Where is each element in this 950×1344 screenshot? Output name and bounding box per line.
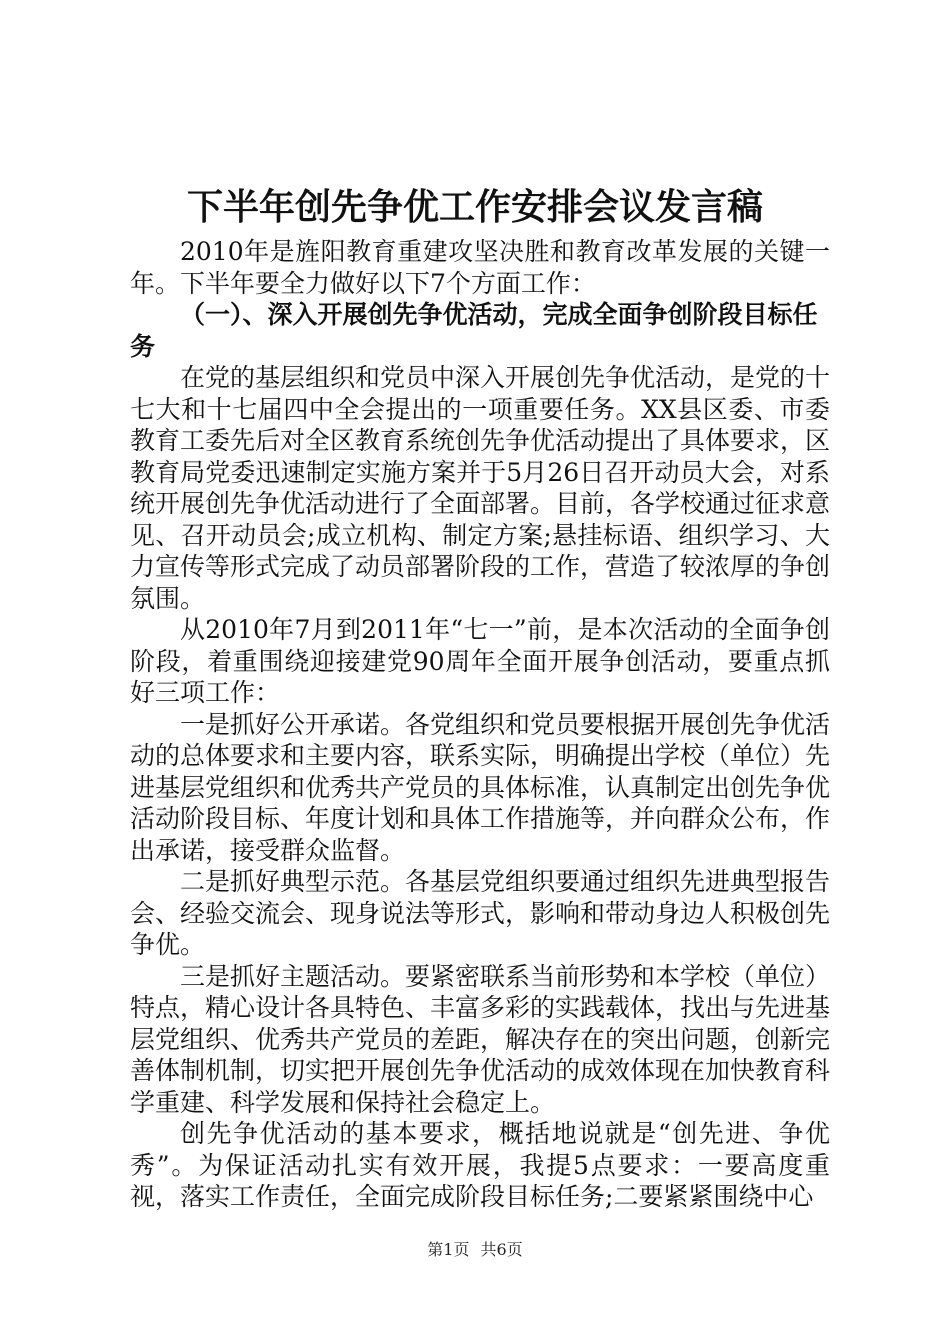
document-title: 下半年创先争优工作安排会议发言稿 xyxy=(186,187,763,228)
body-paragraph: 一是抓好公开承诺。各党组织和党员要根据开展创先争优活动的总体要求和主要内容，联系实际，明确提出学校（单位）先进基层党组织和优秀共产党员的具体标准，认真制定出创先争优活动阶段目标、年度计划和具体工作措施等，并向群众公布，作出承诺，接受群众监督。 xyxy=(130,709,831,865)
page-total: 共6页 xyxy=(480,1240,523,1259)
body-paragraph: 从2010年7月到2011年“七一”前，是本次活动的全面争创阶段，着重围绕迎接建党90周年全面开展争创活动，要重点抓好三项工作： xyxy=(130,615,830,707)
intro-paragraph: 2010年是旌阳教育重建攻坚决胜和教育改革发展的关键一年。下半年要全力做好以下7个方面工作： xyxy=(130,237,830,298)
body-paragraph: 三是抓好主题活动。要紧密联系当前形势和本学校（单位）特点，精心设计各具特色、丰富多彩的实践载体，找出与先进基层党组织、优秀共产党员的差距，解决存在的突出问题，创新完善体制机制，切实把开展创先争优活动的成效体现在加快教育科学重建、科学发展和保持社会稳定上。 xyxy=(130,961,831,1117)
section-heading: （一）、深入开展创先争优活动，完成全面争创阶段目标任务 xyxy=(130,300,818,361)
body-paragraph: 在党的基层组织和党员中深入开展创先争优活动，是党的十七大和十七届四中全会提出的一项重要任务。XX县区委、市委教育工委先后对全区教育系统创先争优活动提出了具体要求，区教育局党委迅速制定实施方案并于5月26日召开动员大会，对系统开展创先争优活动进行了全面部署。目前，各学校通过征求意见、召开动员会;成立机构、制定方案;悬挂标语、组织学习、大力宣传等形式完成了动员部署阶段的工作，营造了较浓厚的争创氛围。 xyxy=(130,363,831,613)
body-paragraph: 创先争优活动的基本要求，概括地说就是“创先进、争优秀”。为保证活动扎实有效开展，我提5点要求：一要高度重视，落实工作责任，全面完成阶段目标任务;二要紧紧围绕中心 xyxy=(130,1119,830,1211)
document-body xyxy=(130,236,830,1213)
body-paragraph: 二是抓好典型示范。各基层党组织要通过组织先进典型报告会、经验交流会、现身说法等形式，影响和带动身边人积极创先争优。 xyxy=(130,867,831,959)
page-number: 第1页 xyxy=(427,1240,470,1259)
page-footer xyxy=(0,1240,950,1260)
